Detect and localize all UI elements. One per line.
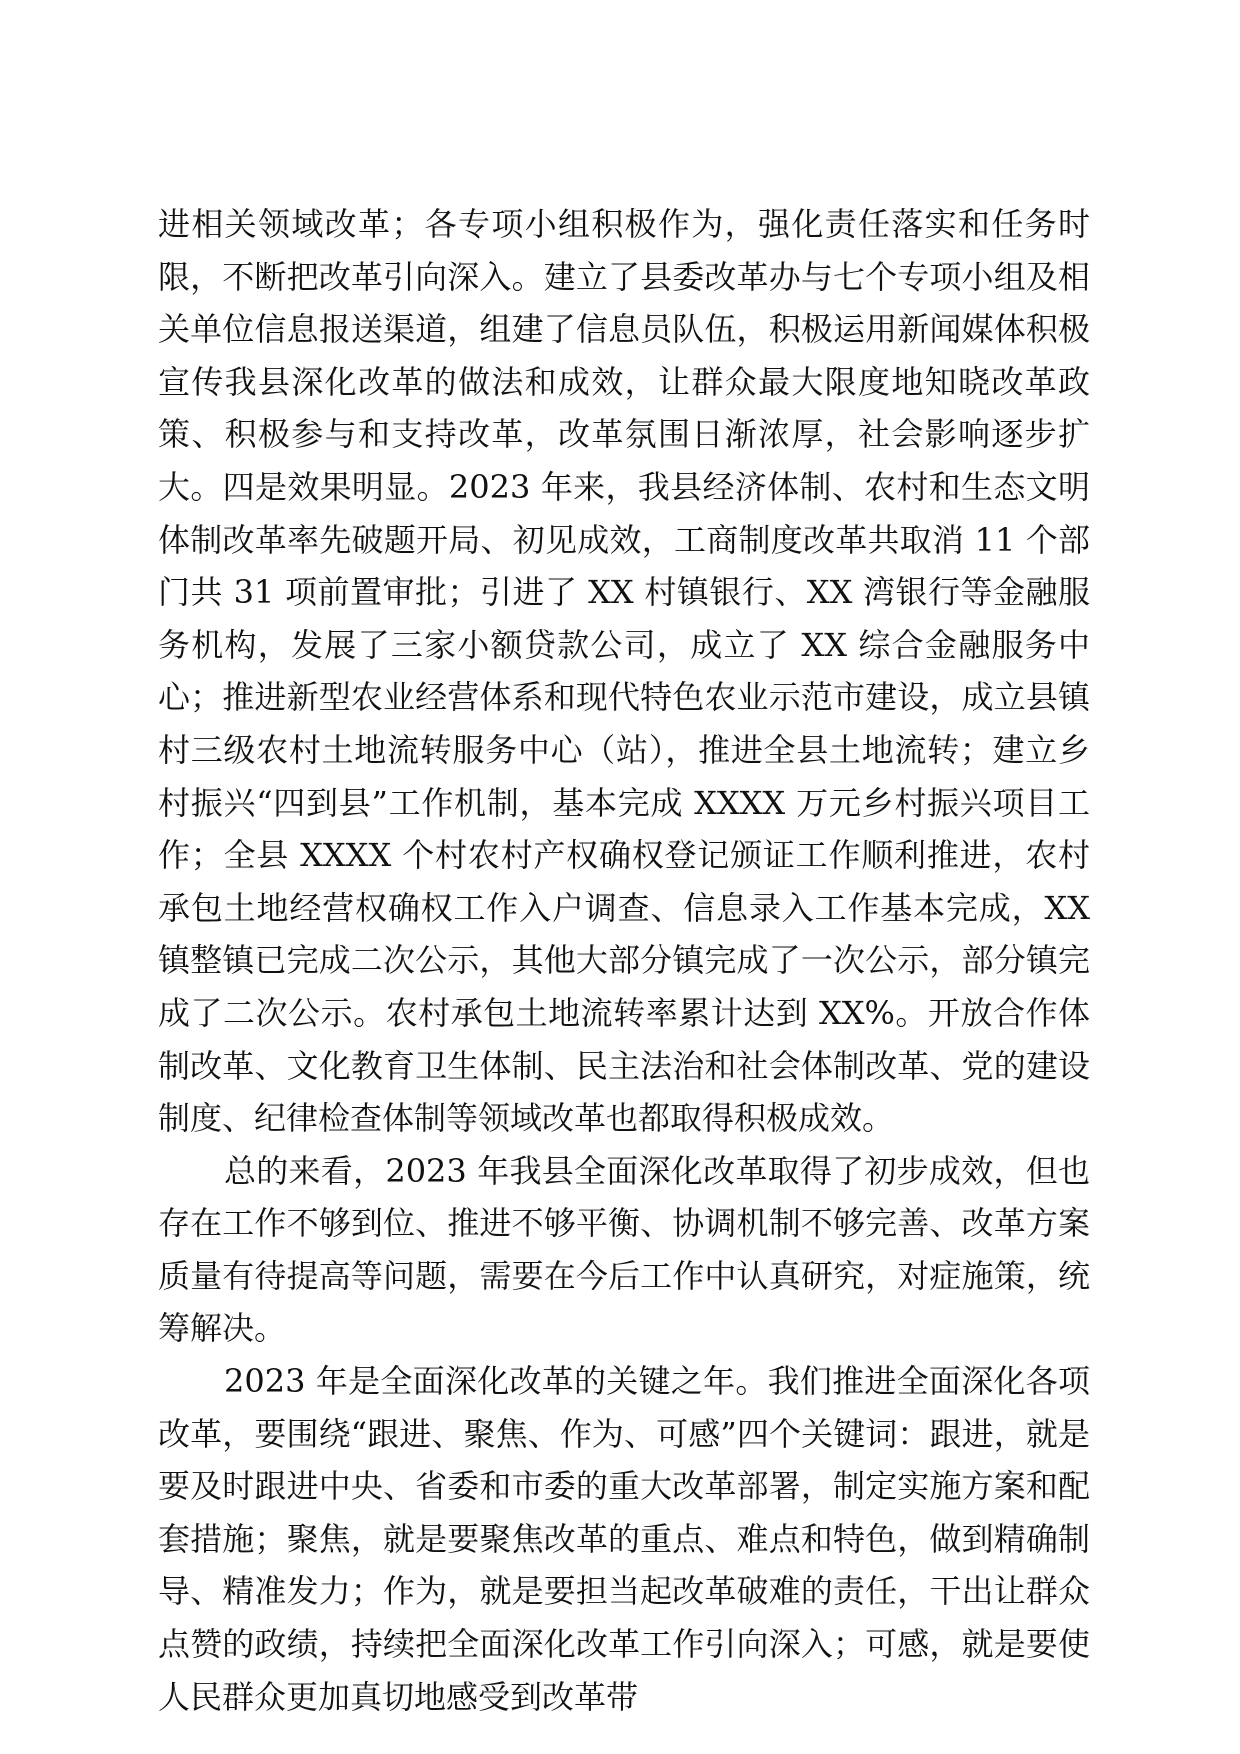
paragraph-reform-results: 进相关领域改革；各专项小组积极作为，强化责任落实和任务时限，不断把改革引向深入。建立了县委改革办与七个专项小组及相关单位信息报送渠道，组建了信息员队伍，积极运用新闻媒体积极宣传我县深化改革的做法和成效，让群众最大限度地知晓改革政策、积极参与和支持改革，改革氛围日渐浓厚，社会影响逐步扩大。四是效果明显。2023 年来，我县经济体制、农村和生态文明体制改革率先破题开局、初见成效，工商制度改革共取消 11 个部门共 31 项前置审批；引进了 XX 村镇银行、XX 湾银行等金融服务机构，发展了三家小额贷款公司，成立了 XX 综合金融服务中心；推进新型农业经营体系和现代特色农业示范市建设，成立县镇村三级农村土地流转服务中心（站），推进全县土地流转；建立乡村振兴“四到县”工作机制，基本完成 XXXX 万元乡村振兴项目工作；全县 XXXX 个村农村产权确权登记颁证工作顺利推进，农村承包土地经营权确权工作入户调查、信息录入工作基本完成，XX 镇整镇已完成二次公示，其他大部分镇完成了一次公示，部分镇完成了二次公示。农村承包土地流转率累计达到 XX%。开放合作体制改革、文化教育卫生体制、民主法治和社会体制改革、党的建设制度、纪律检查体制等领域改革也都取得积极成效。 — [158, 205, 1090, 1138]
paragraph-summary: 总的来看，2023 年我县全面深化改革取得了初步成效，但也存在工作不够到位、推进不够平衡、协调机制不够完善、改革方案质量有待提高等问题，需要在今后工作中认真研究，对症施策，统筹解决。 — [158, 1151, 1090, 1348]
paragraph-2023-keywords: 2023 年是全面深化改革的关键之年。我们推进全面深化各项改革，要围绕“跟进、聚焦、作为、可感”四个关键词：跟进，就是要及时跟进中央、省委和市委的重大改革部署，制定实施方案和配套措施；聚焦，就是要聚焦改革的重点、难点和特色，做到精确制导、精准发力；作为，就是要担当起改革破难的责任，干出让群众点赞的政绩，持续把全面深化改革工作引向深入；可感，就是要使人民群众更加真切地感受到改革带 — [158, 1362, 1090, 1716]
body-text — [158, 198, 1090, 1723]
